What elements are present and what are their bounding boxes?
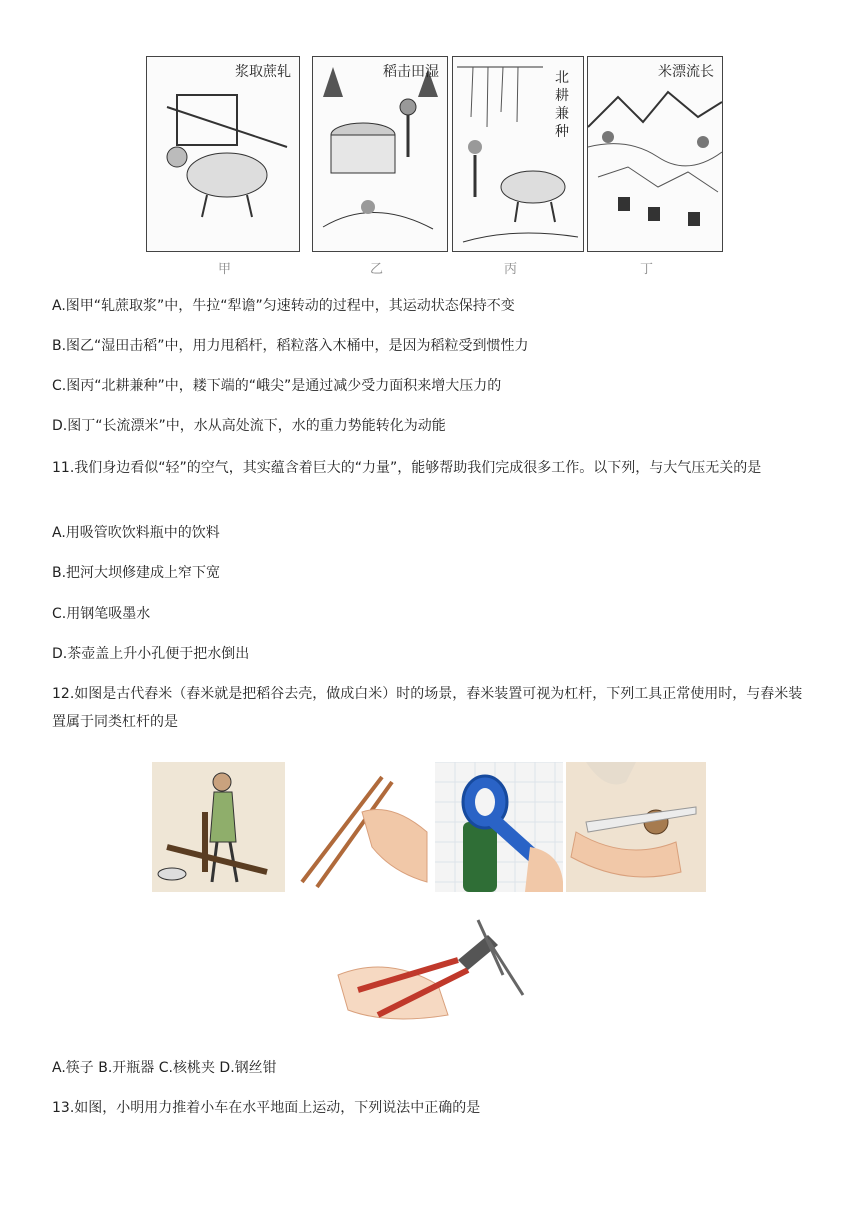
wire-pliers-image: [328, 915, 533, 1035]
q11-option-a: A.用吸管吹饮料瓶中的饮料: [52, 525, 220, 541]
panel-ding: [587, 56, 723, 252]
panel-title: 稻击田湿: [383, 64, 439, 80]
caption-jia: 甲: [218, 262, 232, 277]
q13-stem: 13.如图，小明用力推着小车在水平地面上运动，下列说法中正确的是: [52, 1100, 481, 1116]
bottle-opener-image: [435, 762, 563, 892]
panel-bing: [452, 56, 584, 252]
panel-title: 北耕兼种: [555, 70, 569, 140]
panel-jia: [146, 56, 300, 252]
caption-ding: 丁: [640, 262, 654, 277]
nutcracker-image: [566, 762, 706, 892]
q10-option-d: D.图丁“长流漂米”中，水从高处流下，水的重力势能转化为动能: [52, 418, 446, 434]
q12-options: A.筷子 B.开瓶器 C.核桃夹 D.钢丝钳: [52, 1060, 277, 1076]
sugarcane-press-illustration: [147, 57, 299, 251]
q10-option-b: B.图乙“湿田击稻”中，用力甩稻杆，稻粒落入木桶中，是因为稻粒受到惯性力: [52, 338, 529, 354]
caption-bing: 丙: [504, 262, 518, 277]
q10-option-a: A.图甲“轧蔗取浆”中，牛拉“犁谵”匀速转动的过程中，其运动状态保持不变: [52, 298, 515, 314]
chopsticks-image: [292, 762, 432, 892]
rice-mill-landscape-illustration: [588, 57, 722, 251]
rice-threshing-illustration: [313, 57, 447, 251]
panel-yi: [312, 56, 448, 252]
q10-option-c: C.图丙“北耕兼种”中，耧下端的“峨尖”是通过减少受力面积来增大压力的: [52, 378, 502, 394]
panel-title: 浆取蔗轧: [235, 64, 291, 80]
q12-stem: 12.如图是古代舂米（舂米就是把稻谷去壳，做成白米）时的场景，舂米装置可视为杠杆，下列工具正常使用时，与舂米装置属于同类杠杆的是: [52, 686, 803, 730]
q11-option-b: B.把河大坝修建成上窄下宽: [52, 565, 221, 581]
panel-title: 米漂流长: [658, 64, 714, 80]
q11-option-c: C.用钢笔吸墨水: [52, 606, 151, 622]
q11-option-d: D.茶壶盖上升小孔便于把水倒出: [52, 646, 250, 662]
rice-pounding-image: [152, 762, 285, 892]
caption-yi: 乙: [370, 262, 384, 277]
q11-stem: 11.我们身边看似“轻”的空气，其实蕴含着巨大的“力量”，能够帮助我们完成很多工作。以下列，与大气压无关的是: [52, 460, 762, 476]
